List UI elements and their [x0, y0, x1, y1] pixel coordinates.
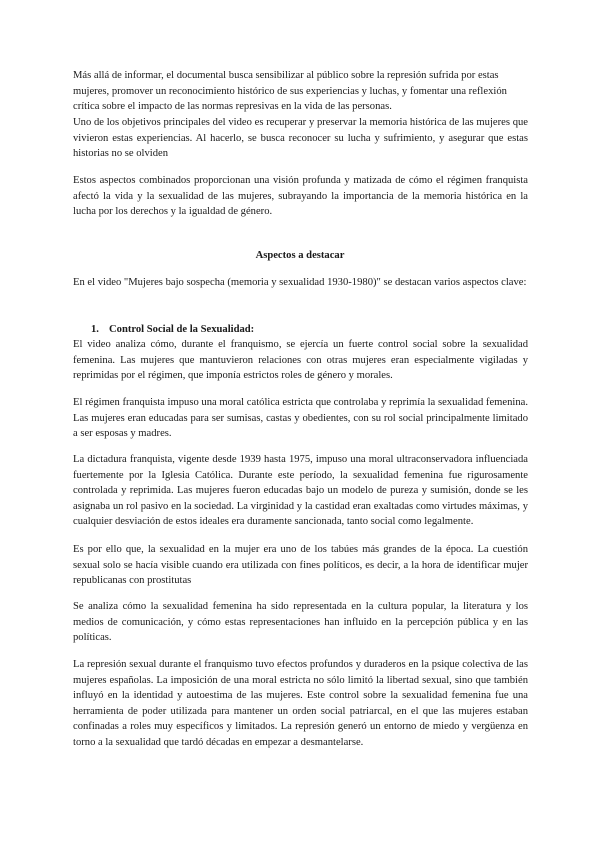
body-paragraph-4: Es por ello que, la sexualidad en la mujer era uno de los tabúes más grandes de la época. La cuestión sexual solo se hacía visible cuando era utilizada con fines políticos, es decir, a la hora de identificar mujer republicanas con prostitutas — [73, 544, 528, 586]
body-paragraph-2: El régimen franquista impuso una moral católica estricta que controlaba y reprimía la sexualidad femenina. Las mujeres eran educadas para ser sumisas, castas y obedientes, con su rol social principalmente limitado a ser esposas y madres. — [73, 397, 528, 439]
section-number: 1. — [91, 324, 99, 335]
section-title — [91, 322, 254, 338]
intro-paragraph: En el video "Mujeres bajo sospecha (memoria y sexualidad 1930-1980)" se destacan varios aspectos clave: — [73, 277, 527, 288]
body-paragraph-6: La represión sexual durante el franquismo tuvo efectos profundos y duraderos en la psique colectiva de las mujeres españolas. La imposición de una moral estricta no sólo limitó la libertad sexual, sino que también influyó en la identidad y autoestima de las mujeres. Este control sobre la sexualidad femenina fue una herramienta de poder utilizada para mantener un orden social patriarcal, en el que las mujeres estaban confinadas a roles muy específicos y limitados. La represión generó un entorno de miedo y vergüenza en torno a la sexualidad que tardó décadas en empezar a desmantelarse. — [73, 659, 528, 748]
body-paragraph-5: Se analiza cómo la sexualidad femenina ha sido representada en la cultura popular, la literatura y los medios de comunicación, y cómo estas representaciones han influido en la percepción pública y en las políticas. — [73, 601, 528, 643]
paragraph-documental-purpose: Más allá de informar, el documental busca sensibilizar al público sobre la represión sufrida por estas mujeres, promover un reconocimiento histórico de sus experiencias y luchas, y fomentar una reflexión crítica sobre el impacto de las normas represivas en la vida de las personas. — [73, 70, 507, 112]
paragraph-combined-aspects: Estos aspectos combinados proporcionan una visión profunda y matizada de cómo el régimen franquista afectó la vida y la sexualidad de las mujeres, subrayando la importancia de la memoria histórica en la lucha por los derechos y la igualdad de género. — [73, 175, 528, 217]
body-paragraph-3: La dictadura franquista, vigente desde 1939 hasta 1975, impuso una moral ultraconservadora influenciada fuertemente por la Iglesia Católica. Durante este período, la sexualidad femenina fue rigurosamente controlada y reprimida. Las mujeres fueron educadas bajo un modelo de pureza y sumisión, donde se les asignaba un rol pasivo en la sociedad. La virginidad y la castidad eran exaltadas como virtudes máximas, y cualquier desviación de estos ideales era duramente sancionada, tanto social como legalmente. — [73, 454, 528, 527]
section-title-text: Control Social de la Sexualidad: — [109, 324, 255, 335]
body-paragraph-1: El video analiza cómo, durante el franquismo, se ejercía un fuerte control social sobre la sexualidad femenina. Las mujeres que mantuvieron relaciones con otras mujeres eran especialmente vigiladas y reprimidas por el régimen, que imponía estrictos roles de género y morales. — [73, 339, 528, 381]
section-heading: Aspectos a destacar — [255, 250, 345, 261]
paragraph-objectives: Uno de los objetivos principales del video es recuperar y preservar la memoria histórica de las mujeres que vivieron estas experiencias. Al hacerlo, se busca reconocer su lucha y sufrimiento, y asegurar que estas historias no se olviden — [73, 117, 528, 159]
